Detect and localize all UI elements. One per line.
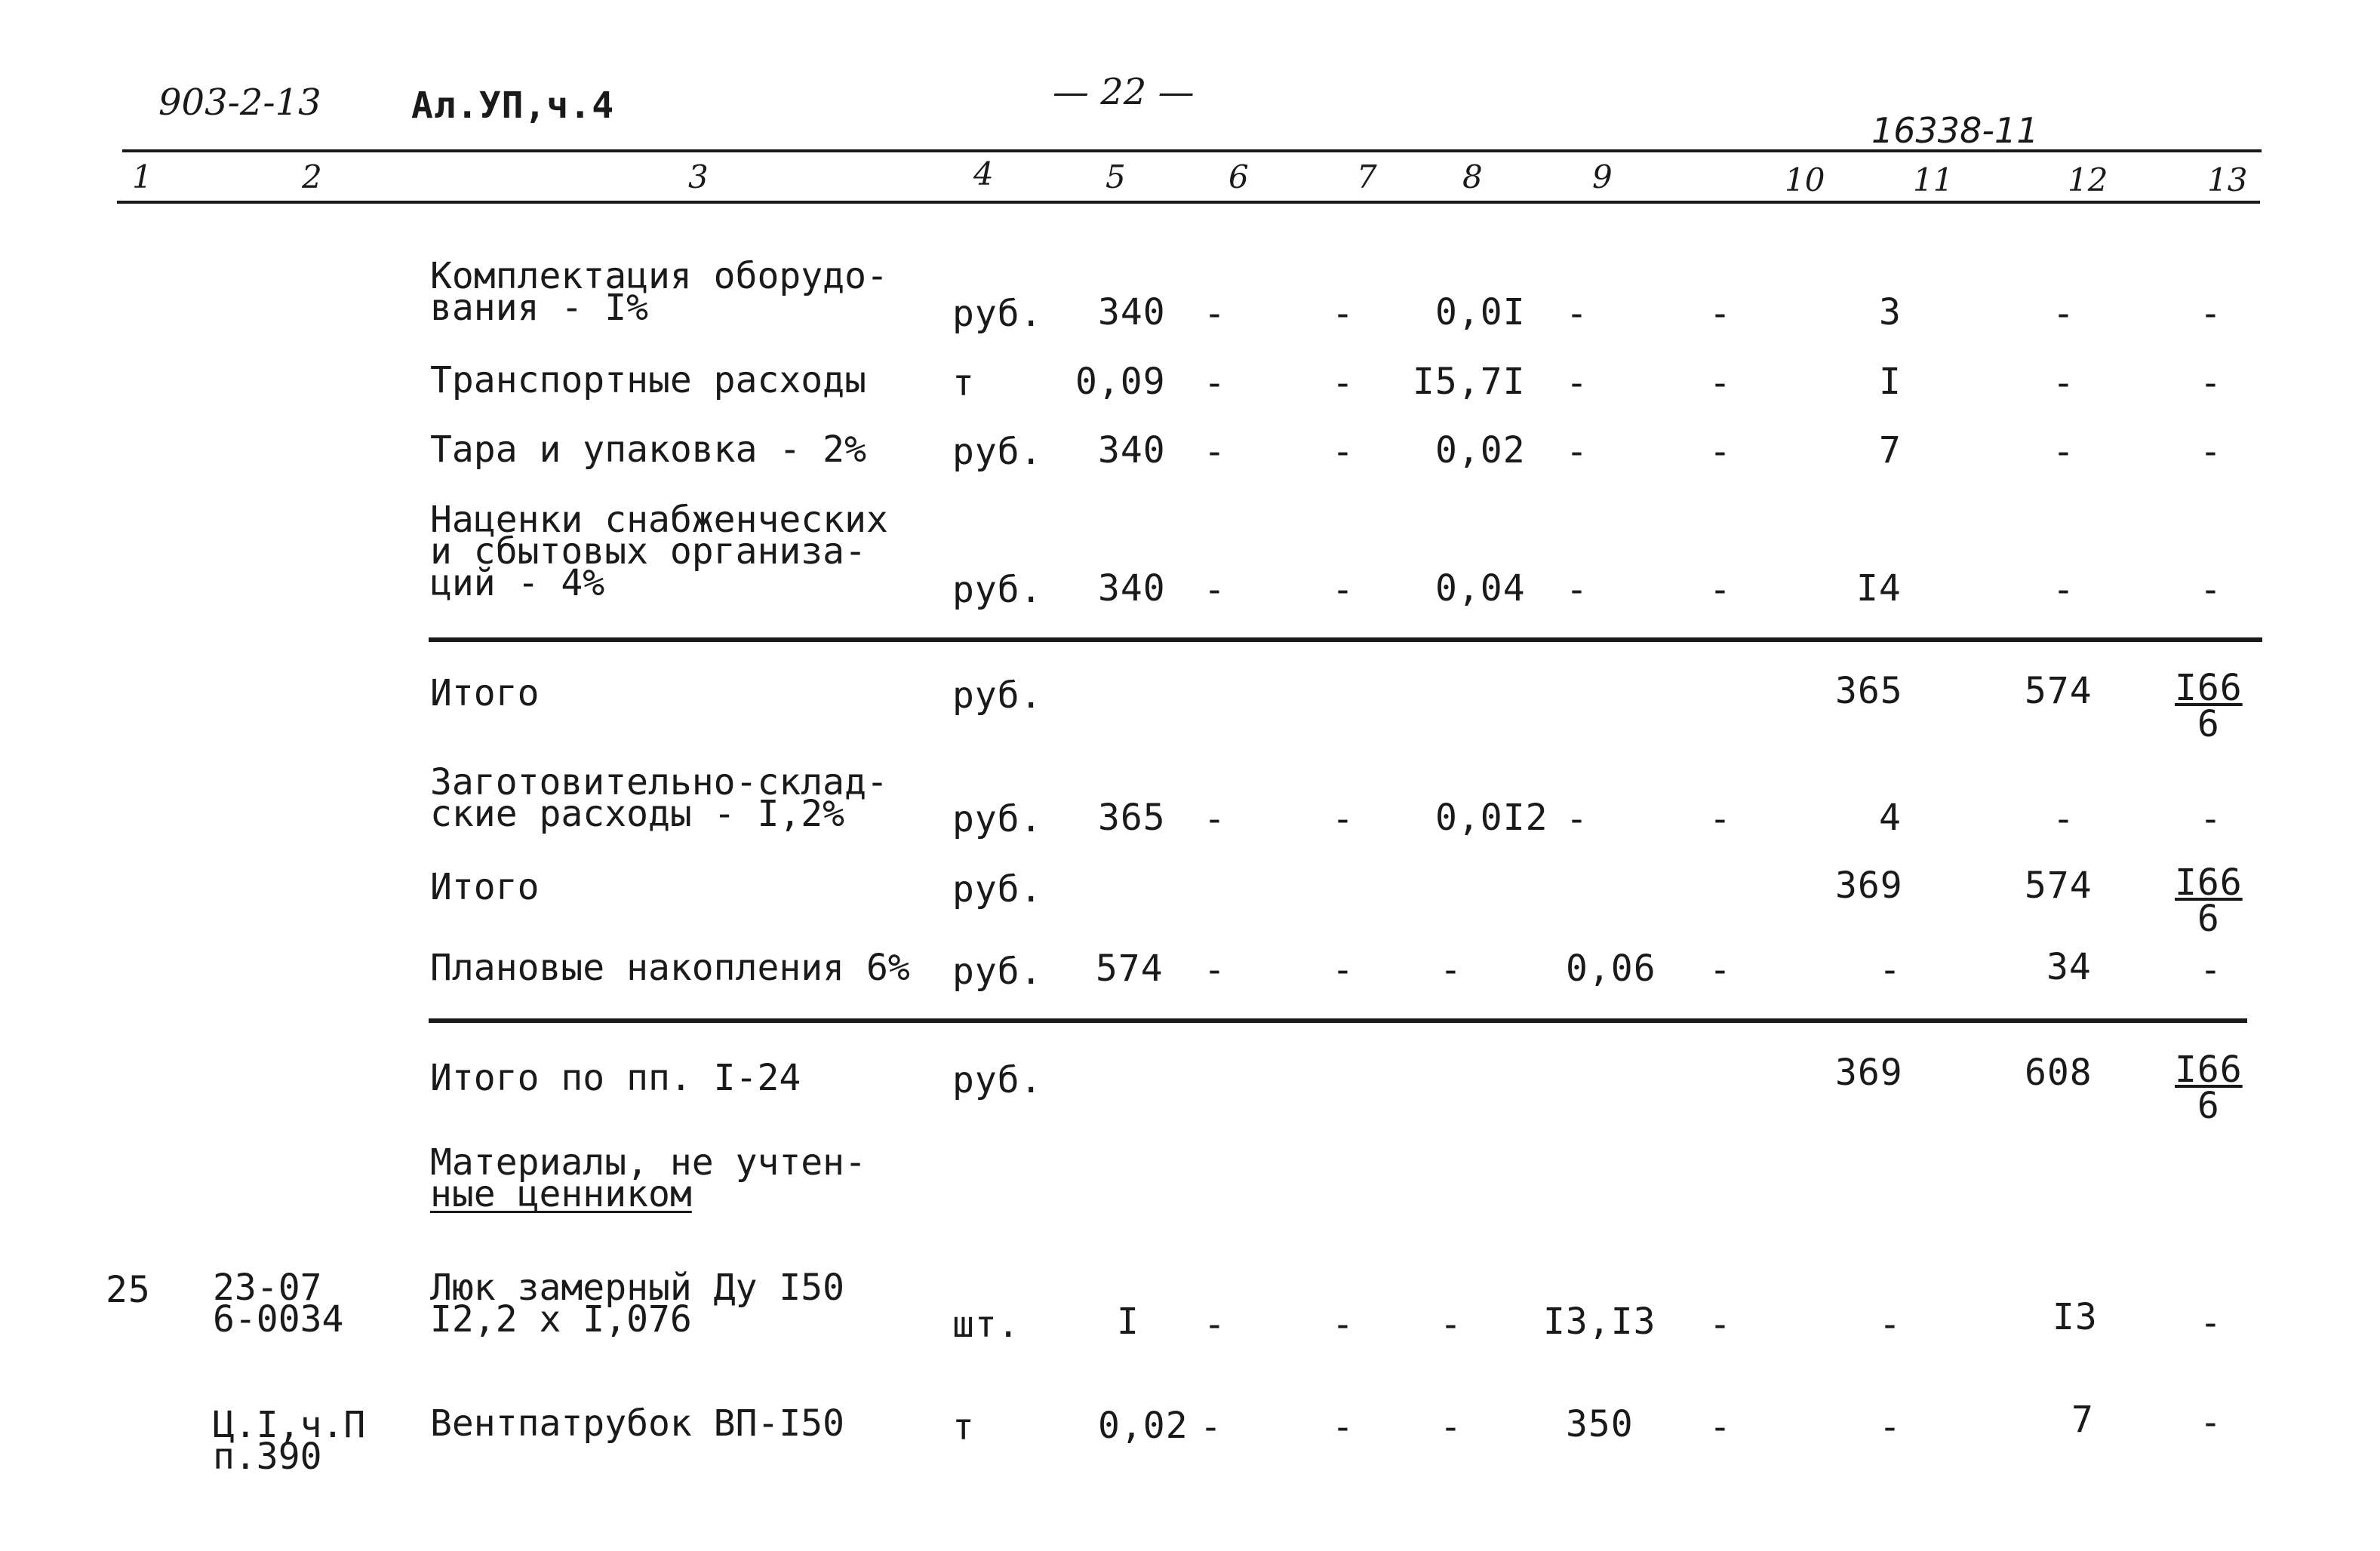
row-col11: - <box>1879 1406 1902 1448</box>
row-description: Итого <box>430 672 540 714</box>
row-col5: I <box>1117 1301 1139 1343</box>
row-col8: - <box>1440 949 1462 991</box>
row-col6: - <box>1204 569 1226 611</box>
row-col8: 0,0I2 <box>1435 797 1548 839</box>
row-col9: I3,I3 <box>1543 1301 1656 1343</box>
row-col12: 7 <box>2071 1399 2094 1441</box>
row-col5: 574 <box>1096 947 1164 990</box>
row-col12: - <box>2053 293 2075 335</box>
row-col9: - <box>1566 569 1588 611</box>
row-unit: руб. <box>952 431 1043 473</box>
row-col12: 574 <box>2025 670 2092 712</box>
row-col7: - <box>1332 1304 1355 1346</box>
row-col11: - <box>1879 1304 1902 1346</box>
row-col10: - <box>1709 798 1732 840</box>
row-col7: - <box>1332 798 1355 840</box>
row-col5: 340 <box>1098 291 1166 333</box>
row-description: Транспортные расходы <box>430 359 866 401</box>
row-col12: 608 <box>2025 1052 2092 1094</box>
row-unit: руб. <box>952 293 1043 335</box>
row-description: Итого по пп. I-24 <box>430 1057 801 1099</box>
row-col13: - <box>2200 362 2222 404</box>
row-col7: - <box>1332 949 1355 991</box>
row-col12: 574 <box>2025 865 2092 907</box>
row-col7: - <box>1332 362 1355 404</box>
row-unit: шт. <box>952 1304 1020 1346</box>
row-col11: I4 <box>1856 567 1902 610</box>
row-col6: - <box>1204 949 1226 991</box>
row-col13: - <box>2200 949 2222 991</box>
row-col8: I5,7I <box>1413 361 1526 403</box>
row-col8: 0,0I <box>1435 291 1526 333</box>
row-col5: 340 <box>1098 567 1166 610</box>
row-col11: 3 <box>1879 291 1902 333</box>
header-top-rule <box>122 149 2262 152</box>
row-col10: - <box>1709 431 1732 473</box>
row-col5: 340 <box>1098 429 1166 471</box>
row-col5: 0,09 <box>1075 361 1166 403</box>
col-num-13: 13 <box>2207 161 2248 198</box>
row-col6: - <box>1204 798 1226 840</box>
row-col13-fraction: $\frac{I66}{6}$ <box>2175 1049 2243 1127</box>
col-num-4: 4 <box>973 155 994 192</box>
row-col11: 4 <box>1879 797 1902 839</box>
row-col9: 350 <box>1566 1403 1634 1445</box>
row-col1: 25 <box>106 1269 151 1311</box>
row-description: Наценки снабженческих и сбытовых организа- ций - 4% <box>430 499 888 605</box>
row-col6: - <box>1204 293 1226 335</box>
row-unit: руб. <box>952 868 1043 911</box>
row-col13: - <box>2200 1402 2222 1444</box>
row-col12: - <box>2053 431 2075 473</box>
row-description: Комплектация оборудо- вания - I% <box>430 255 888 330</box>
col-num-3: 3 <box>688 158 709 195</box>
col-num-12: 12 <box>2068 161 2108 198</box>
row-col10: - <box>1709 1406 1732 1448</box>
row-col10: - <box>1709 1304 1732 1346</box>
row-col12: I3 <box>2053 1296 2098 1338</box>
row-col13: - <box>2200 569 2222 611</box>
row-col11: 369 <box>1835 865 1903 907</box>
row-col5: 365 <box>1098 797 1166 839</box>
row-col11: - <box>1879 949 1902 991</box>
row-col11: 365 <box>1835 670 1903 712</box>
row-col8: 0,02 <box>1435 429 1526 471</box>
row-col11: 7 <box>1879 429 1902 471</box>
row-col12: - <box>2053 569 2075 611</box>
row-col10: - <box>1709 949 1732 991</box>
header-bottom-rule <box>117 201 2260 204</box>
row-col13: - <box>2200 798 2222 840</box>
row-unit: руб. <box>952 674 1043 717</box>
col-num-10: 10 <box>1785 161 1825 198</box>
row-col6: - <box>1204 1304 1226 1346</box>
row-col12: 34 <box>2046 946 2092 988</box>
row-col7: - <box>1332 293 1355 335</box>
row-col10: - <box>1709 293 1732 335</box>
col-num-6: 6 <box>1228 158 1249 195</box>
doc-number: 16338-11 <box>1871 110 2039 151</box>
row-col8: - <box>1440 1304 1462 1346</box>
row-unit: руб. <box>952 951 1043 993</box>
row-unit: т <box>952 1406 975 1448</box>
row-description: Вентпатрубок ВП-I50 <box>430 1402 845 1445</box>
row-col8: - <box>1440 1406 1462 1448</box>
row-description: Итого <box>430 866 540 908</box>
row-col2: 23-07 6-0034 <box>213 1267 344 1341</box>
row-col6: - <box>1204 431 1226 473</box>
col-num-7: 7 <box>1357 158 1377 195</box>
row-col13-fraction: $\frac{I66}{6}$ <box>2175 861 2243 940</box>
col-num-9: 9 <box>1592 158 1613 195</box>
row-col5: 0,02 <box>1098 1405 1188 1447</box>
row-description: Плановые накопления 6% <box>430 947 910 989</box>
col-num-5: 5 <box>1105 158 1126 195</box>
row-col10: - <box>1709 362 1732 404</box>
row-col7: - <box>1332 1406 1355 1448</box>
row-unit: руб. <box>952 1059 1043 1101</box>
subtotal-rule <box>429 637 2262 642</box>
col-num-11: 11 <box>1913 161 1954 198</box>
album-ref: Ал.УП,ч.4 <box>411 84 615 127</box>
row-col12: - <box>2053 798 2075 840</box>
row-description: Люк замерный Ду I50 I2,2 х I,076 <box>430 1267 845 1341</box>
row-col9: - <box>1566 362 1588 404</box>
row-col6: - <box>1200 1406 1222 1448</box>
row-unit: руб. <box>952 569 1043 611</box>
row-col13-fraction: $\frac{I66}{6}$ <box>2175 667 2243 745</box>
col-num-1: 1 <box>132 158 152 195</box>
row-description: Тара и упаковка - 2% <box>430 428 866 471</box>
row-col9: - <box>1566 431 1588 473</box>
doc-code: 903-2-13 <box>158 81 321 124</box>
row-col12: - <box>2053 362 2075 404</box>
row-col13: - <box>2200 431 2222 473</box>
row-col11: 369 <box>1835 1052 1903 1094</box>
row-col7: - <box>1332 569 1355 611</box>
row-unit: руб. <box>952 798 1043 840</box>
row-col2: Ц.I,ч.П п.390 <box>213 1404 366 1479</box>
row-col11: I <box>1879 361 1902 403</box>
page-number: — 22 — <box>1053 71 1195 113</box>
row-description: Материалы, не учтен- ные ценником <box>430 1141 866 1216</box>
row-col9: - <box>1566 293 1588 335</box>
row-col6: - <box>1204 362 1226 404</box>
row-col13: - <box>2200 1302 2222 1344</box>
col-num-2: 2 <box>302 158 322 195</box>
row-col9: 0,06 <box>1566 947 1656 990</box>
total-rule <box>429 1018 2247 1023</box>
row-col9: - <box>1566 798 1588 840</box>
row-unit: т <box>952 362 975 404</box>
row-col8: 0,04 <box>1435 567 1526 610</box>
row-col13: - <box>2200 293 2222 335</box>
col-num-8: 8 <box>1462 158 1483 195</box>
row-col7: - <box>1332 431 1355 473</box>
row-description: Заготовительно-склад- ские расходы - I,2% <box>430 761 888 836</box>
row-col10: - <box>1709 569 1732 611</box>
